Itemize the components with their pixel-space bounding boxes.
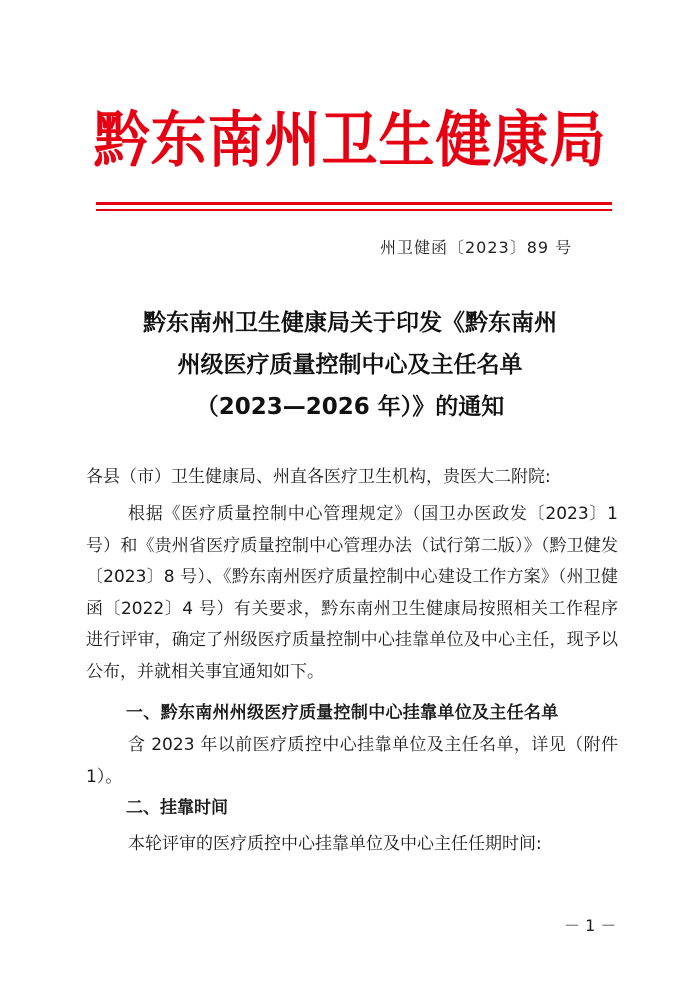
agency-name: 黔东南州卫生健康局 xyxy=(93,104,607,176)
document-number: 州卫健函〔2023〕89 号 xyxy=(380,238,573,257)
body-paragraph: 含 2023 年以前医疗质控中心挂靠单位及主任名单，详见（附件 1）。 xyxy=(86,735,618,787)
salutation: 各县（市）卫生健康局、州直各医疗卫生机构，贵医大二附院: xyxy=(86,467,551,487)
document-title-line: 州级医疗质量控制中心及主任名单 xyxy=(177,352,523,378)
body-paragraph: 根据《医疗质量控制中心管理规定》（国卫办医政发〔2023〕1 号）和《贵州省医疗质量控制中心管理办法（试行第二版）》（黔卫健发〔2023〕8 号）、《黔东南州医疗质量控制中心建设工作方案》（州卫健函〔2022〕4 号）有关要求，黔东南州卫生健康局按照相关工作程序进行评审，确定了州级医疗质量控制中心挂靠单位及中心主任，现予以公布，并就相关事宜通知如下。 xyxy=(86,504,618,682)
letterhead-rule-thin xyxy=(96,209,612,211)
section-heading: 一、黔东南州州级医疗质量控制中心挂靠单位及主任名单 xyxy=(126,703,559,723)
document-title-line: （2023—2026 年）》的通知 xyxy=(195,394,505,420)
letterhead-rule-thick xyxy=(96,202,612,205)
document-title xyxy=(60,302,640,428)
body-paragraph: 本轮评审的医疗质控中心挂靠单位及中心主任任期时间: xyxy=(128,834,542,854)
page-number: － 1 － xyxy=(564,916,617,935)
section-heading: 二、挂靠时间 xyxy=(126,798,228,818)
document-title-line: 黔东南州卫生健康局关于印发《黔东南州 xyxy=(143,310,557,336)
